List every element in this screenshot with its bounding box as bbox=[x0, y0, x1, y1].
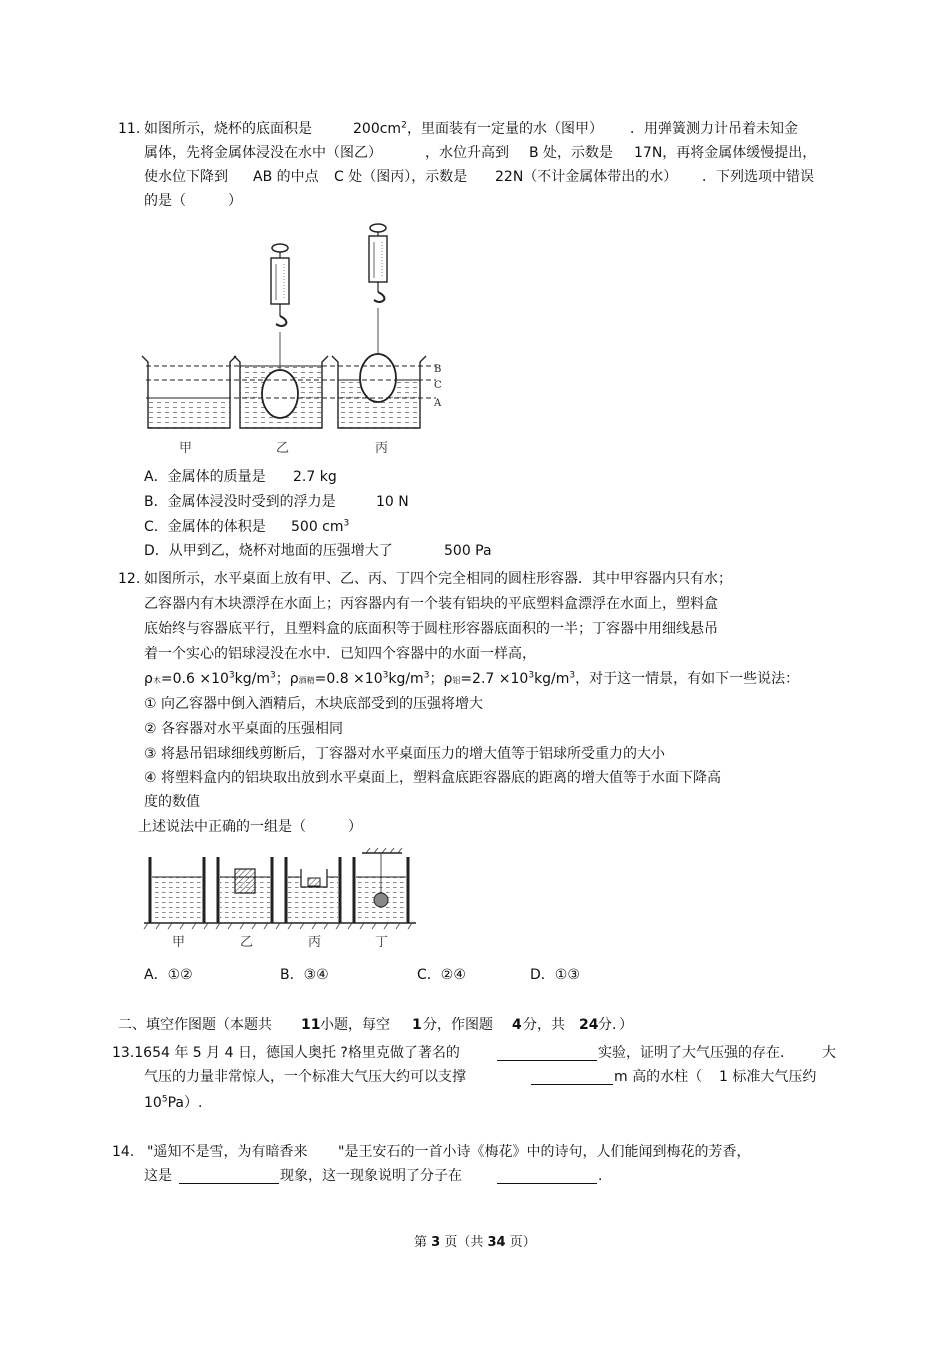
q11-option-b-value: 10 N bbox=[376, 494, 409, 510]
q12-statement-4-cont: 度的数值 bbox=[144, 794, 200, 810]
q12-text: 底始终与容器底平行，且塑料盒的底面积等于圆柱形容器底面积的一半；丁容器中用细线悬吊 bbox=[144, 621, 718, 637]
q11-option-c-value: 500 $cm^3$ bbox=[291, 518, 350, 535]
beaker-yi bbox=[234, 332, 328, 428]
q14-text: "遥知不是雪，为有暗香来 bbox=[147, 1144, 308, 1160]
q12-option-a: A．①② bbox=[144, 967, 193, 983]
q13-text: 13.1654 年 5 月 4 日，德国人奥托 ?格里克做了著名的 bbox=[112, 1045, 460, 1061]
footer-text: 页（共 bbox=[444, 1235, 484, 1250]
q11-text: 使水位下降到 bbox=[144, 169, 228, 185]
q14-blank-2[interactable] bbox=[497, 1169, 597, 1184]
page-footer bbox=[414, 1236, 536, 1249]
fig11-label-jia: 甲 bbox=[179, 441, 193, 456]
q13-text: m 高的水柱（ bbox=[614, 1069, 703, 1085]
q14-text: 这是 bbox=[144, 1168, 172, 1184]
q12-statement-4: ④ 将塑料盒内的铝块取出放到水平桌面上，塑料盒底距容器底的距离的增大值等于水面下降高 bbox=[144, 770, 721, 786]
q13-text: 实验，证明了大气压强的存在． bbox=[598, 1045, 794, 1061]
table-hatching bbox=[144, 923, 412, 929]
q11-text: 属体，先将金属体浸没在水中（图乙） bbox=[144, 145, 382, 161]
q13-text: 1 标准大气压约 bbox=[719, 1069, 817, 1085]
q14-text: 现象，这一现象说明了分子在 bbox=[280, 1168, 462, 1184]
q12-statement-3: ③ 将悬吊铝球细线剪断后，丁容器对水平桌面压力的增大值等于铝球所受重力的大小 bbox=[144, 746, 665, 762]
section-2-text: 分，作图题 bbox=[423, 1017, 493, 1033]
level-label-c: C bbox=[434, 380, 442, 391]
q11-option-d: D．从甲到乙，烧杯对地面的压强增大了 bbox=[144, 543, 393, 559]
beaker-bing bbox=[332, 308, 426, 428]
q11-text: ．用弹簧测力计吊着未知金 bbox=[630, 121, 798, 137]
section-2-text: 分．） bbox=[598, 1017, 633, 1033]
q11-text: ．下列选项中错误 bbox=[702, 169, 814, 185]
q12-option-b: B．③④ bbox=[280, 967, 329, 983]
q11-text: 如图所示，烧杯的底面积是 bbox=[144, 121, 312, 137]
q12-text: 如图所示，水平桌面上放有甲、乙、丙、丁四个完全相同的圆柱形容器．其中甲容器内只有水； bbox=[144, 571, 732, 587]
q11-number: 11. bbox=[118, 121, 141, 137]
fig12-label-ding: 丁 bbox=[375, 935, 389, 950]
q14-number: 14. bbox=[112, 1144, 135, 1160]
fig12-label-bing: 丙 bbox=[308, 935, 322, 950]
aluminum-block bbox=[308, 878, 320, 886]
q11-text: ，里面装有一定量的水（图甲） bbox=[407, 121, 603, 137]
section-2-text: 小题，每空 bbox=[320, 1017, 390, 1033]
q13-blank-2[interactable] bbox=[531, 1070, 613, 1085]
q13-pressure-value: $10^5Pa$）. bbox=[144, 1094, 203, 1111]
q11-text: 22N（不计金属体带出的水） bbox=[495, 169, 678, 185]
q11-text: C 处（图丙），示数是 bbox=[334, 169, 468, 185]
container-yi bbox=[218, 857, 272, 923]
container-jia bbox=[150, 857, 204, 923]
footer-total-pages: 34 bbox=[487, 1235, 506, 1250]
q13-blank-1[interactable] bbox=[497, 1046, 597, 1061]
level-label-b: B bbox=[434, 364, 442, 375]
section-2-count: 11 bbox=[301, 1017, 321, 1033]
beaker-jia bbox=[142, 356, 236, 428]
q11-option-a-value: 2.7 kg bbox=[293, 469, 337, 485]
q14-text: . bbox=[598, 1168, 603, 1184]
level-label-a: A bbox=[434, 398, 442, 409]
q12-statement-2: ② 各容器对水平桌面的压强相同 bbox=[144, 721, 344, 737]
q11-text: ，水位升高到 bbox=[425, 145, 509, 161]
q11-figure bbox=[140, 220, 460, 462]
q11-text: B 处，示数是 bbox=[529, 145, 614, 161]
q11-option-a: A．金属体的质量是 bbox=[144, 469, 266, 485]
q12-number: 12. bbox=[118, 571, 141, 587]
section-2-text: 分，共 bbox=[523, 1017, 565, 1033]
section-2-points-drawing: 4 bbox=[512, 1017, 522, 1033]
q12-densities: ρ木$=0.6 \times 10^3kg/m^3$；ρ酒精$=0.8 \times 10^3kg/m^3$；ρ铝$=2.7 \times 10^3kg/m^3$，对于这一情景，有如下一些说法： bbox=[144, 670, 800, 687]
spring-scale-bing bbox=[369, 224, 387, 302]
q11-text: 17N，再将金属体缓慢提出， bbox=[634, 145, 817, 161]
q11-option-d-value: 500 Pa bbox=[444, 543, 492, 559]
q12-statement-1: ① 向乙容器中倒入酒精后，木块底部受到的压强将增大 bbox=[144, 696, 483, 712]
container-ding bbox=[354, 848, 408, 923]
wood-block bbox=[235, 869, 255, 893]
q14-blank-1[interactable] bbox=[179, 1169, 279, 1184]
q12-option-c: C．②④ bbox=[417, 967, 466, 983]
footer-text: 页） bbox=[509, 1235, 536, 1250]
q12-figure bbox=[140, 845, 430, 935]
section-2-text: 二、填空作图题（本题共 bbox=[118, 1017, 272, 1033]
q13-text: 气压的力量非常惊人，一个标准大气压大约可以支撑 bbox=[144, 1069, 466, 1085]
q12-prompt: 上述说法中正确的一组是（ ） bbox=[138, 819, 362, 835]
section-2-points-blank: 1 bbox=[412, 1017, 422, 1033]
fig12-label-yi: 乙 bbox=[240, 935, 254, 950]
fig11-label-bing: 丙 bbox=[375, 441, 389, 456]
q11-text: 的是（ ） bbox=[144, 193, 242, 209]
footer-text: 第 bbox=[414, 1235, 428, 1250]
aluminum-ball bbox=[374, 893, 388, 907]
spring-scale-yi bbox=[271, 244, 289, 326]
q14-text: "是王安石的一首小诗《梅花》中的诗句，人们能闻到梅花的芳香， bbox=[338, 1144, 751, 1160]
q11-area-value: $200cm^2$ bbox=[353, 120, 407, 137]
footer-page-number: 3 bbox=[431, 1235, 441, 1250]
q12-text: 着一个实心的铝球浸没在水中．已知四个容器中的水面一样高， bbox=[144, 646, 536, 662]
q12-text: 乙容器内有木块漂浮在水面上；丙容器内有一个装有铝块的平底塑料盒漂浮在水面上，塑料盒 bbox=[144, 596, 718, 612]
q13-text: 大 bbox=[822, 1045, 836, 1061]
q11-option-b: B．金属体浸没时受到的浮力是 bbox=[144, 494, 336, 510]
q11-option-c: C．金属体的体积是 bbox=[144, 519, 266, 535]
fig11-label-yi: 乙 bbox=[276, 441, 290, 456]
container-bing bbox=[286, 857, 340, 923]
fig12-label-jia: 甲 bbox=[172, 935, 186, 950]
section-2-total: 24 bbox=[579, 1017, 599, 1033]
q12-option-d: D．①③ bbox=[530, 967, 580, 983]
q11-text: AB 的中点 bbox=[253, 169, 319, 185]
